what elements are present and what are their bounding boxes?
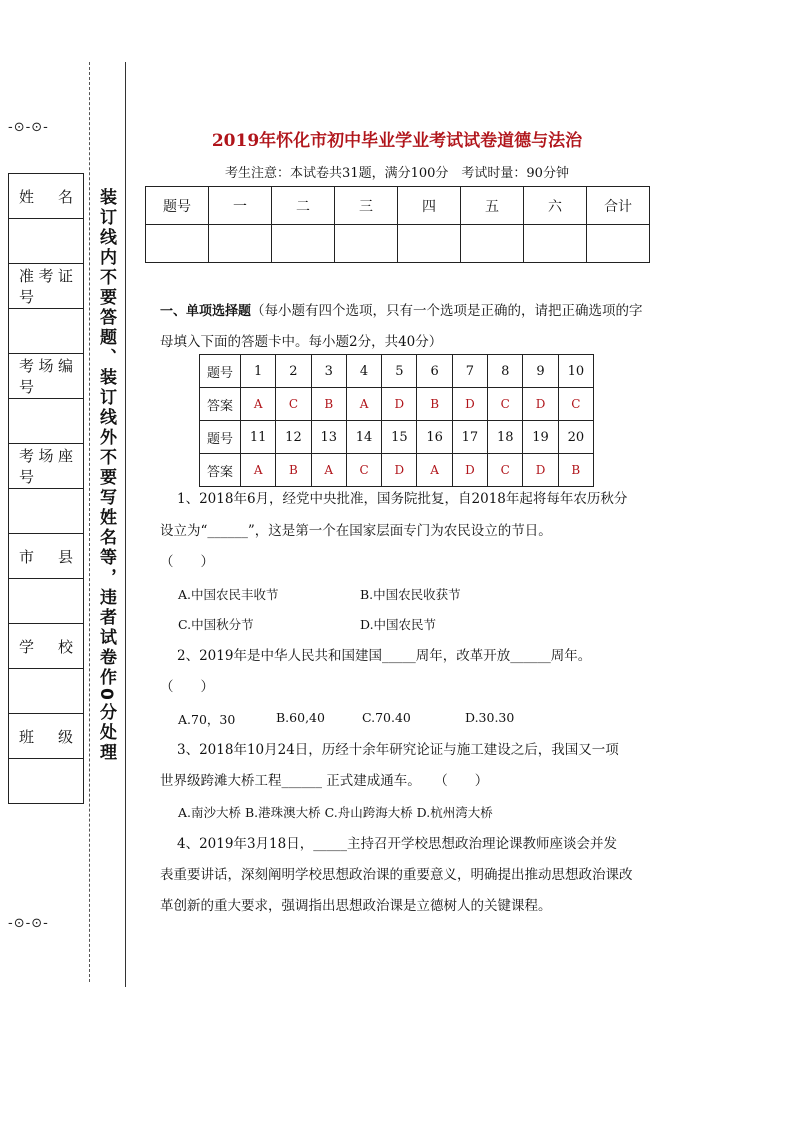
page-title: 2019年怀化市初中毕业学业考试试卷道德与法治 [211, 131, 583, 151]
score-header-cell: 五 [461, 187, 524, 225]
score-header-cell: 三 [335, 187, 398, 225]
q2-option-d: D.30.30 [465, 710, 515, 725]
q2-option-a: A.70，30 [178, 712, 236, 727]
q3-options: A.南沙大桥 B.港珠澳大桥 C.舟山跨海大桥 D.杭州湾大桥 [178, 805, 493, 820]
section-1-desc: （每小题有四个选项，只有一个选项是正确的，请把正确选项的字母填入下面的答题卡中。每小题2分，共40分） [160, 303, 643, 350]
field-seat-label: 考场座号 [9, 444, 84, 489]
answer-card-num: 18 [488, 421, 523, 454]
answer-card-answer: D [523, 454, 558, 487]
score-cell [524, 225, 587, 263]
student-info-table [8, 173, 84, 804]
q1-line-2: 设立为“______”，这是第一个在国家层面专门为农民设立的节日。 [160, 523, 552, 539]
answer-card-answer: D [523, 388, 558, 421]
score-cell [146, 225, 209, 263]
q2-line-1: 2、2019年是中华人民共和国建国_____周年，改革开放______周年。 [177, 648, 592, 664]
q2-option-c: C.70.40 [362, 710, 411, 725]
binding-marks-top: -⊙-⊙- [8, 120, 49, 135]
field-room-blank [9, 399, 84, 444]
answer-card-num: 5 [382, 355, 417, 388]
answer-card-label: 题号 [200, 421, 241, 454]
field-class-label: 班 级 [9, 714, 84, 759]
q2-answer-paren: （ ） [160, 679, 214, 695]
score-table [145, 186, 650, 263]
answer-card-label: 题号 [200, 355, 241, 388]
q2-option-b: B.60,40 [276, 710, 325, 725]
answer-card [199, 354, 594, 487]
answer-card-num: 3 [311, 355, 346, 388]
q4-line-3: 革创新的重大要求，强调指出思想政治课是立德树人的关键课程。 [160, 898, 552, 914]
answer-card-answer: A [346, 388, 381, 421]
score-header-cell: 六 [524, 187, 587, 225]
answer-card-answer: C [558, 388, 593, 421]
score-cell [272, 225, 335, 263]
q1-option-b: B.中国农民收获节 [360, 587, 461, 602]
q4-line-2: 表重要讲话，深刻阐明学校思想政治课的重要意义，明确提出推动思想政治课改 [160, 867, 633, 883]
q1-option-d: D.中国农民节 [360, 617, 437, 632]
answer-card-answer: D [452, 388, 487, 421]
field-exam-id-blank [9, 309, 84, 354]
answer-card-answer: D [452, 454, 487, 487]
answer-card-row [200, 421, 594, 454]
answer-card-answer: D [382, 454, 417, 487]
answer-card-answer: C [488, 454, 523, 487]
answer-card-num: 19 [523, 421, 558, 454]
q1-line-1: 1、2018年6月，经党中央批准，国务院批复，自2018年起将每年农历秋分 [177, 491, 628, 507]
answer-card-num: 8 [488, 355, 523, 388]
score-header-cell: 二 [272, 187, 335, 225]
field-exam-id-label: 准考证号 [9, 264, 84, 309]
answer-card-answer: A [241, 454, 276, 487]
q1-option-a: A.中国农民丰收节 [178, 587, 279, 602]
answer-card-num: 14 [346, 421, 381, 454]
score-header-cell: 题号 [146, 187, 209, 225]
section-1-heading [160, 296, 650, 358]
answer-card-num: 11 [241, 421, 276, 454]
answer-card-num: 20 [558, 421, 593, 454]
answer-card-row [200, 355, 594, 388]
answer-card-answer: A [417, 454, 452, 487]
field-county-label: 市 县 [9, 534, 84, 579]
answer-card-num: 15 [382, 421, 417, 454]
answer-card-label: 答案 [200, 388, 241, 421]
answer-card-num: 4 [346, 355, 381, 388]
q1-option-c: C.中国秋分节 [178, 617, 254, 632]
field-school-label: 学 校 [9, 624, 84, 669]
field-name-label: 姓 名 [9, 174, 84, 219]
score-cell [587, 225, 650, 263]
answer-card-num: 10 [558, 355, 593, 388]
answer-card-num: 17 [452, 421, 487, 454]
q1-answer-paren: （ ） [160, 554, 214, 570]
answer-card-row [200, 454, 594, 487]
answer-card-num: 2 [276, 355, 311, 388]
score-cell [398, 225, 461, 263]
answer-card-answer: D [382, 388, 417, 421]
section-1-title: 一、单项选择题 [160, 304, 252, 319]
answer-card-answer: C [276, 388, 311, 421]
answer-card-num: 6 [417, 355, 452, 388]
score-header-cell: 合计 [587, 187, 650, 225]
answer-card-answer: C [346, 454, 381, 487]
answer-card-num: 13 [311, 421, 346, 454]
score-header-cell: 四 [398, 187, 461, 225]
binding-dashed-line [89, 62, 90, 982]
binding-vertical-note: 装订线内不要答题、装订线外不要写姓名等，违者试卷作0分处理 [96, 188, 116, 763]
answer-card-num: 9 [523, 355, 558, 388]
answer-card-row [200, 388, 594, 421]
answer-card-answer: B [417, 388, 452, 421]
score-header-cell: 一 [209, 187, 272, 225]
field-school-blank [9, 669, 84, 714]
field-seat-blank [9, 489, 84, 534]
answer-card-answer: B [311, 388, 346, 421]
answer-card-label: 答案 [200, 454, 241, 487]
field-room-label: 考场编号 [9, 354, 84, 399]
answer-card-answer: B [558, 454, 593, 487]
q3-line-1: 3、2018年10月24日，历经十余年研究论证与施工建设之后，我国又一项 [177, 742, 619, 758]
score-cell [209, 225, 272, 263]
score-cell [335, 225, 398, 263]
field-class-blank [9, 759, 84, 804]
q4-line-1: 4、2019年3月18日，_____主持召开学校思想政治理论课教师座谈会并发 [177, 836, 617, 852]
binding-solid-line [125, 62, 126, 987]
field-name-blank [9, 219, 84, 264]
score-cell [461, 225, 524, 263]
q3-line-2: 世界级跨滩大桥工程______ 正式建成通车。 （ ） [160, 773, 489, 789]
answer-card-num: 16 [417, 421, 452, 454]
answer-card-num: 12 [276, 421, 311, 454]
answer-card-answer: C [488, 388, 523, 421]
answer-card-num: 1 [241, 355, 276, 388]
field-county-blank [9, 579, 84, 624]
answer-card-answer: A [241, 388, 276, 421]
answer-card-num: 7 [452, 355, 487, 388]
exam-notice: 考生注意：本试卷共31题，满分100分 考试时量：90分钟 [225, 166, 569, 181]
binding-marks-bottom: -⊙-⊙- [8, 916, 49, 931]
answer-card-answer: A [311, 454, 346, 487]
answer-card-answer: B [276, 454, 311, 487]
